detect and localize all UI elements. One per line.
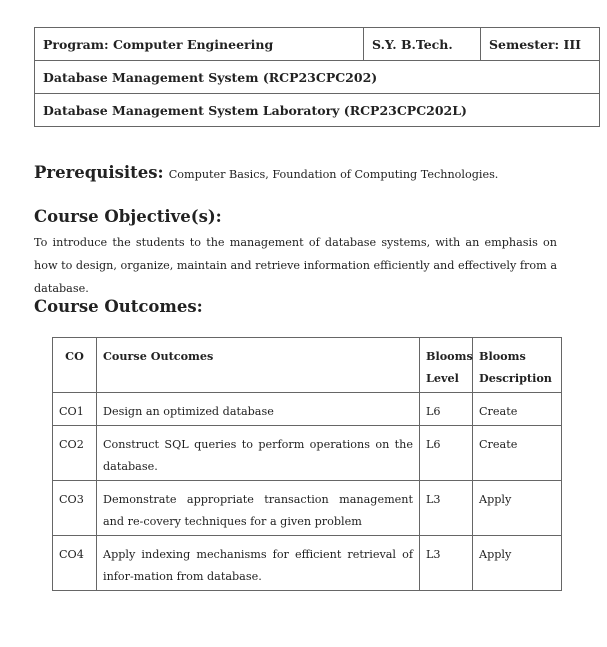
co-description: Create	[473, 393, 562, 426]
co-id: CO4	[53, 536, 97, 591]
semester-cell: Semester: III	[481, 28, 600, 61]
prerequisites-heading: Prerequisites:	[34, 163, 164, 182]
co-id: CO2	[53, 426, 97, 481]
co-description: Apply	[473, 536, 562, 591]
co-column-header: CO	[53, 338, 97, 393]
co-outcome: Construct SQL queries to perform operations on the database.	[97, 426, 420, 481]
table-header-row	[53, 338, 562, 393]
table-row	[53, 536, 562, 591]
co-level: L6	[420, 393, 473, 426]
table-row	[53, 393, 562, 426]
co-id: CO3	[53, 481, 97, 536]
lab-name-cell: Database Management System Laboratory (RCP23CPC202L)	[35, 94, 600, 127]
table-row	[53, 426, 562, 481]
co-outcome: Demonstrate appropriate transaction management and re-covery techniques for a given problem	[97, 481, 420, 536]
program-cell: Program: Computer Engineering	[35, 28, 364, 61]
prerequisites-text: Computer Basics, Foundation of Computing Technologies.	[168, 168, 499, 181]
co-description: Create	[473, 426, 562, 481]
objective-heading: Course Objective(s):	[34, 207, 222, 226]
objective-text: To introduce the students to the management of database systems, with an emphasis on how to design, organize, maintain and retrieve information efficiently and effectively from a database.	[34, 236, 557, 295]
prerequisites-section	[34, 163, 498, 182]
co-description: Apply	[473, 481, 562, 536]
course-header-table	[34, 27, 600, 127]
course-name-cell: Database Management System (RCP23CPC202)	[35, 61, 600, 94]
co-level: L3	[420, 481, 473, 536]
outcomes-heading: Course Outcomes:	[34, 297, 203, 316]
table-row	[53, 481, 562, 536]
co-level: L3	[420, 536, 473, 591]
co-outcome: Design an optimized database	[97, 393, 420, 426]
course-outcomes-table	[52, 337, 562, 591]
level-column-header: Blooms Level	[420, 338, 473, 393]
outcome-column-header: Course Outcomes	[97, 338, 420, 393]
co-level: L6	[420, 426, 473, 481]
year-cell: S.Y. B.Tech.	[364, 28, 481, 61]
co-id: CO1	[53, 393, 97, 426]
description-column-header: Blooms Description	[473, 338, 562, 393]
co-outcome: Apply indexing mechanisms for efficient retrieval of infor-mation from database.	[97, 536, 420, 591]
